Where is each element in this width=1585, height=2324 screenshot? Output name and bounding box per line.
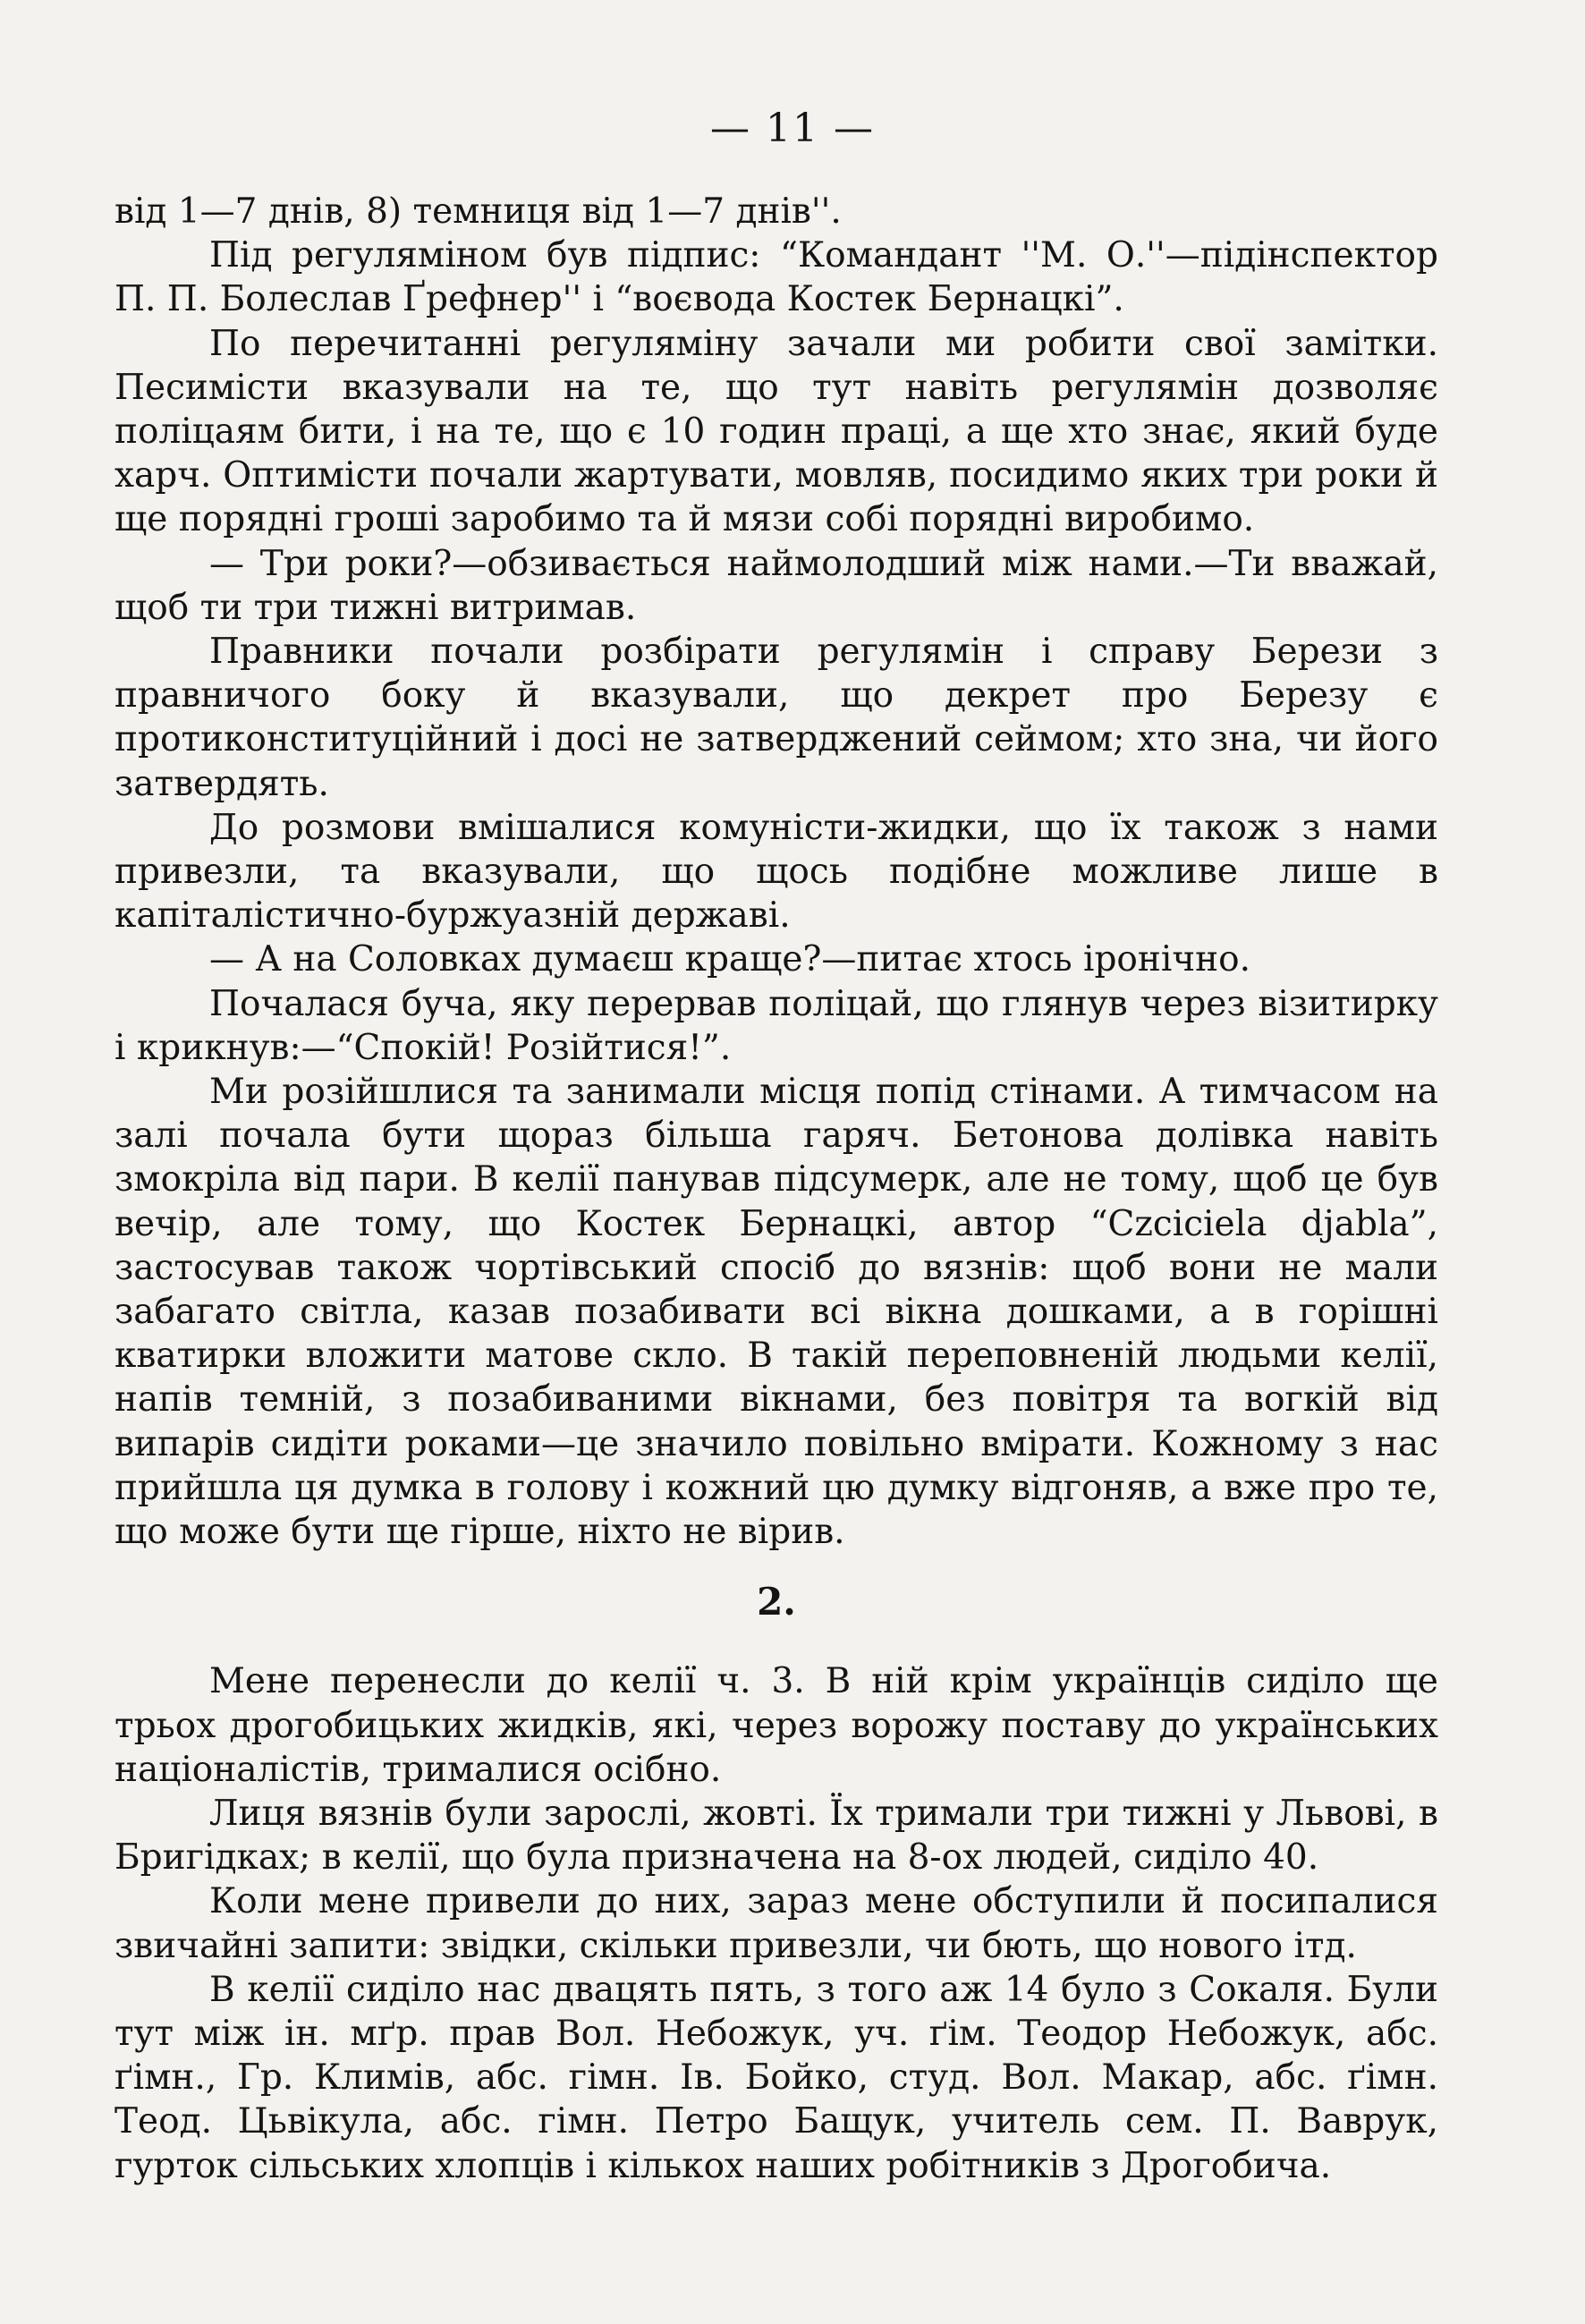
section-number: 2. xyxy=(757,1580,796,1624)
paragraph: Лиця вязнів були зарослі, жовті. Їх тримали три тижні у Львові, в Бригідках; в келії, що була призначена на 8-ох людей, сиділо 40. xyxy=(114,1793,1438,1879)
paragraph: Мене перенесли до келії ч. 3. В ній крім українців сиділо ще трьох дрогобицьких жидків, які, через ворожу поставу до українських націоналістів, трималися осібно. xyxy=(114,1661,1438,1790)
paragraph: Почалася буча, яку перервав поліцай, що глянув через візитирку і крикнув:—“Спокій! Розійтися!”. xyxy=(114,983,1438,1068)
paragraph: Коли мене привели до них, зараз мене обступили й посипалися звичайні запити: звідки, скільки привезли, чи бють, що нового ітд. xyxy=(114,1881,1438,1966)
paragraph: До розмови вмішалися комуністи-жидки, що їх також з нами привезли, та вказували, що щось подібне можливе лише в капіталістично-буржуазній державі. xyxy=(114,807,1438,937)
page-number: — 11 — xyxy=(710,106,875,151)
paragraph: По перечитанні регуляміну зачали ми робити свої замітки. Песимісти вказували на те, що тут навіть регулямін дозволяє поліцаям бити, і на те, що є 10 годин праці, а ще хто знає, який буде харч. Оптимісти почали жартувати, мовляв, посидимо яких три роки й ще порядні гроші заробимо та й мязи собі порядні виробимо. xyxy=(114,323,1438,540)
paragraph: Правники почали розбірати регулямін і справу Берези з правничого боку й вказували, що декрет про Березу є протиконституційний і досі не затверджений сеймом; хто зна, чи його затвердять. xyxy=(114,632,1438,804)
paragraph: В келії сиділо нас двацять пять, з того аж 14 було з Сокаля. Були тут між ін. мґр. прав Вол. Небожук, уч. ґім. Теодор Небожук, абс. ґімн., Гр. Климів, абс. гімн. Ів. Бойко, студ. Вол. Макар, абс. ґімн. Теод. Цьвікула, абс. гімн. Петро Бащук, учитель сем. П. Ваврук, гурток сільських хлопців і кількох наших робітників з Дрогобича. xyxy=(114,1969,1438,2186)
body-text xyxy=(114,190,1438,2188)
paragraph: Під регуляміном був підпис: “Командант ''М. О.''—підінспектор П. П. Болеслав Ґрефнер'' і “воєвода Костек Бернацкі”. xyxy=(114,235,1438,320)
paragraph: — А на Соловках думаєш краще?—питає хтось іронічно. xyxy=(209,939,1251,980)
paragraph: Ми розійшлися та занимали місця попід стінами. А тимчасом на залі почала бути щораз більша гаряч. Бетонова долівка навіть змокріла від пари. В келії панував підсумерк, але не тому, щоб це був вечір, але тому, що Костек Бернацкі, автор “Czciciela djabla”, застосував також чортівський спосіб до вязнів: щоб вони не мали забагато світла, казав позабивати всі вікна дошками, а в горішні кватирки вложити матове скло. В такій переповненій людьми келії, напів темній, з позабиваними вікнами, без повітря та вогкій від випарів сидіти роками—це значило повільно вмірати. Кожному з нас прийшла ця думка в голову і кожний цю думку відгоняв, а вже про те, що може бути ще гірше, ніхто не вірив. xyxy=(114,1072,1438,1553)
paragraph: від 1—7 днів, 8) темниця від 1—7 днів''. xyxy=(114,191,842,232)
paragraph: — Три роки?—обзивається наймолодший між нами.—Ти вважай, щоб ти три тижні витримав. xyxy=(114,543,1438,628)
